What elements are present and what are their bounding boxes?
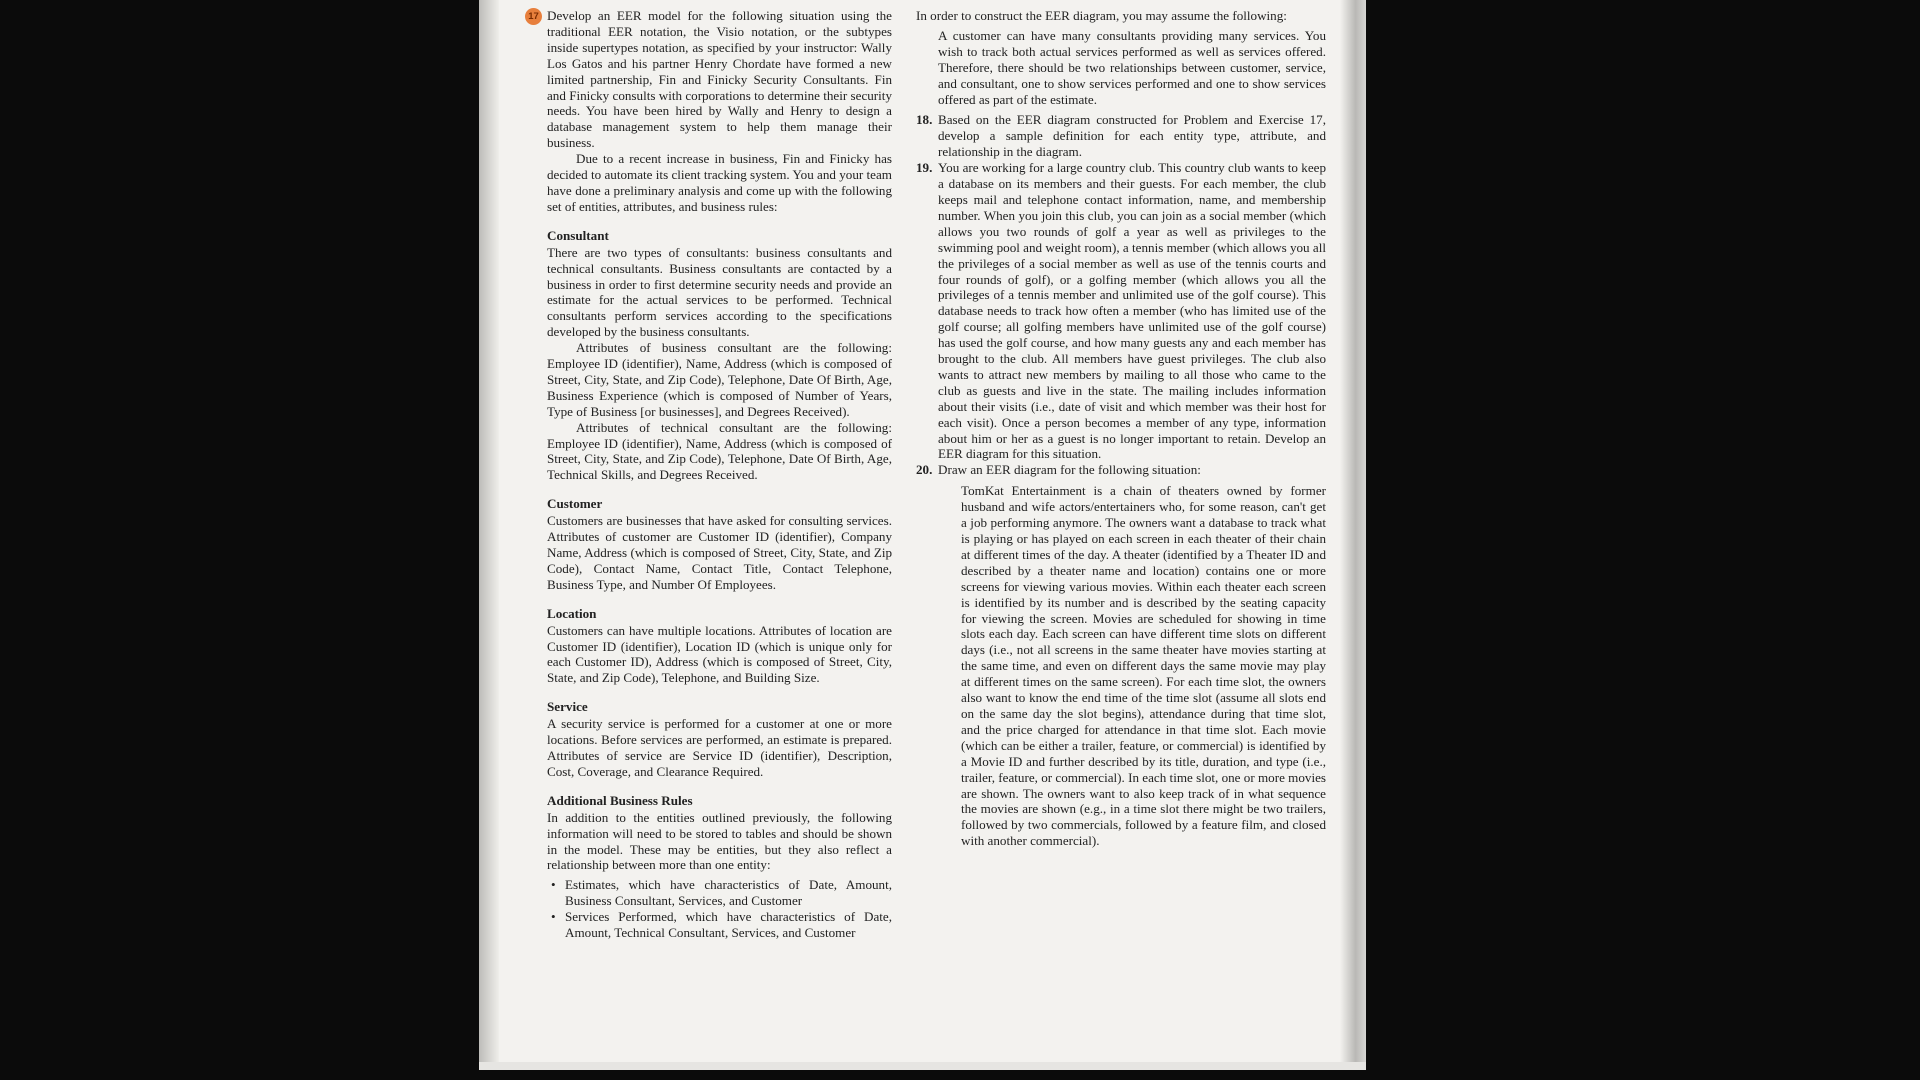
exercise-17-intro: 17 Develop an EER model for the following situation using the traditional EER notation, the Visio notation, or the subtypes inside supertypes notation, as specified by your instructor: Wally Los Gatos and his partner Henry Chordate have formed a new limited partnership, Fin and Finicky Security Consultants. Fin and Finicky consults with corporations to determine their security needs. You have been hired by Wally and Henry to design a database management system to help them manage their business.: [547, 8, 892, 151]
page-gutter-shadow: [479, 0, 499, 1070]
list-item: • Services Performed, which have characteristics of Date, Amount, Technical Consultant, Services, and Customer: [565, 909, 892, 941]
service-heading: Service: [547, 699, 588, 715]
exercise-20-scenario: TomKat Entertainment is a chain of theaters owned by former husband and wife actors/entertainers who, for some reason, can't get a job performing anymore. The owners want a database to track what is playing or has played on each screen in each theater of their chain at different times of the day. A theater (identified by a Theater ID and described by a theater name and location) contains one or more screens for viewing various movies. Within each theater each screen is identified by its number and is described by the seating capacity for viewing the screen. Movies are scheduled for showing in time slots each day. Each screen can have different time slots on different days (i.e., not all screens in the same theater have movies starting at the same time, and even on different days the same movie may play at different times on the same screen). For each time slot, the owners also want to know the end time of the time slot (assume all slots end on the same day the slot begins), attendance during that time slot, and the price charged for attendance in that time slot. Each movie (which can be either a trailer, feature, or commercial) is identified by a Movie ID and further described by its title, duration, and type (i.e., trailer, feature, or commercial). In each time slot, one or more movies are shown. The owners want to also keep track of in what sequence the movies are shown (e.g., in a time slot there might be two trailers, followed by two commercials, followed by a feature film, and closed with another commercial).: [961, 483, 1326, 849]
exercise-text: Based on the EER diagram constructed for Problem and Exercise 17, develop a sample definition for each entity type, attribute, and relationship in the diagram.: [938, 112, 1326, 160]
right-column: [916, 8, 1326, 849]
consultant-paragraph-3: Attributes of technical consultant are the following: Employee ID (identifier), Name, Address (which is composed of Street, City, State, and Zip Code), Telephone, Date Of Birth, Age, Technical Skills, and Degrees Received.: [547, 419, 892, 483]
location-heading: Location: [547, 605, 597, 621]
exercise-18: [916, 112, 1326, 160]
customer-heading: Customer: [547, 496, 603, 512]
exercise-20: [916, 462, 1326, 478]
exercise-17-intro-2: Due to a recent increase in business, Fin and Finicky has decided to automate its client tracking system. You and your team have done a preliminary analysis and come up with the following set of entities, attributes, and business rules:: [547, 151, 892, 214]
business-rules-list: [547, 877, 892, 941]
service-paragraph: A security service is performed for a customer at one or more locations. Before services are performed, an estimate is prepared. Attributes of service are Service ID (identifier), Description, Cost, Coverage, and Clearance Required.: [547, 716, 892, 779]
exercise-number-badge: 17: [525, 8, 542, 25]
page-edge-shadow: [1340, 0, 1366, 1070]
list-item: • Estimates, which have characteristics of Date, Amount, Business Consultant, Services, and Customer: [565, 877, 892, 909]
exercise-19: [916, 160, 1326, 462]
business-rules-paragraph: In addition to the entities outlined previously, the following information will need to be stored to tables and should be shown in the model. These may be entities, but they also reflect a relationship between more than one entity:: [547, 809, 892, 873]
consultant-paragraph-1: There are two types of consultants: business consultants and technical consultants. Business consultants are contacted by a business in order to first determine security needs and provide an estimate for the actual services to be performed. Technical consultants perform services according to the specifications developed by the business consultants.: [547, 244, 892, 340]
exercise-number: 20.: [916, 462, 933, 478]
exercise-17-assumption: A customer can have many consultants providing many services. You wish to track both actual services performed as well as services offered. Therefore, there should be two relationships between customer, service, and consultant, one to show services performed and one to show services offered as part of the estimate.: [938, 27, 1326, 107]
book-page: [479, 0, 1366, 1070]
exercise-number: 19.: [916, 160, 933, 176]
exercise-number: 18.: [916, 112, 933, 128]
consultant-paragraph-2: Attributes of business consultant are the following: Employee ID (identifier), Name, Address (which is composed of Street, City, State, and Zip Code), Telephone, Date Of Birth, Age, Business Experience (which is composed of Number of Years, Type of Business [or businesses], and Degrees Received).: [547, 340, 892, 419]
consultant-heading: Consultant: [547, 227, 609, 243]
left-column: [528, 8, 892, 941]
exercise-text: Draw an EER diagram for the following situation:: [938, 462, 1201, 478]
customer-paragraph: Customers are businesses that have asked for consulting services. Attributes of customer are Customer ID (identifier), Company Name, Address (which is composed of Street, City, State, and Zip Code), Contact Name, Contact Title, Contact Telephone, Business Type, and Number Of Employees.: [547, 513, 892, 592]
exercise-17-continuation: In order to construct the EER diagram, you may assume the following:: [916, 8, 1287, 23]
exercise-text: You are working for a large country club. This country club wants to keep a database on its members and their guests. For each member, the club keeps mail and telephone contact information, name, and membership number. When you join this club, you can join as a social member (which allows you two rounds of golf a year as well as privileges to the swimming pool and weight room), a tennis member (which allows you all the privileges of a social member as well as use of the tennis courts and four rounds of golf), or a golfing member (which allows you all the privileges of a tennis member and unlimited use of the golf course). This database needs to track how often a member (who has limited use of the golf course; all golfing members have unlimited use of the golf course) has used the golf course, and how many guests any and each member has brought to the club. All members have guest privileges. The club also wants to attract new members by mailing to all those who came to the club as guests and live in the state. The mailing includes information about their visits (i.e., date of visit and which member was their host for each visit). Once a person becomes a member of any type, information about him or her as a guest is no longer important to retain. Develop an EER diagram for this situation.: [938, 160, 1326, 462]
page-bottom-edge: [479, 1062, 1366, 1070]
business-rules-heading: Additional Business Rules: [547, 792, 693, 808]
location-paragraph: Customers can have multiple locations. Attributes of location are Customer ID (identifier), Location ID (which is unique only for each Customer ID), Address (which is composed of Street, City, State, and Zip Code), Telephone, and Building Size.: [547, 622, 892, 686]
